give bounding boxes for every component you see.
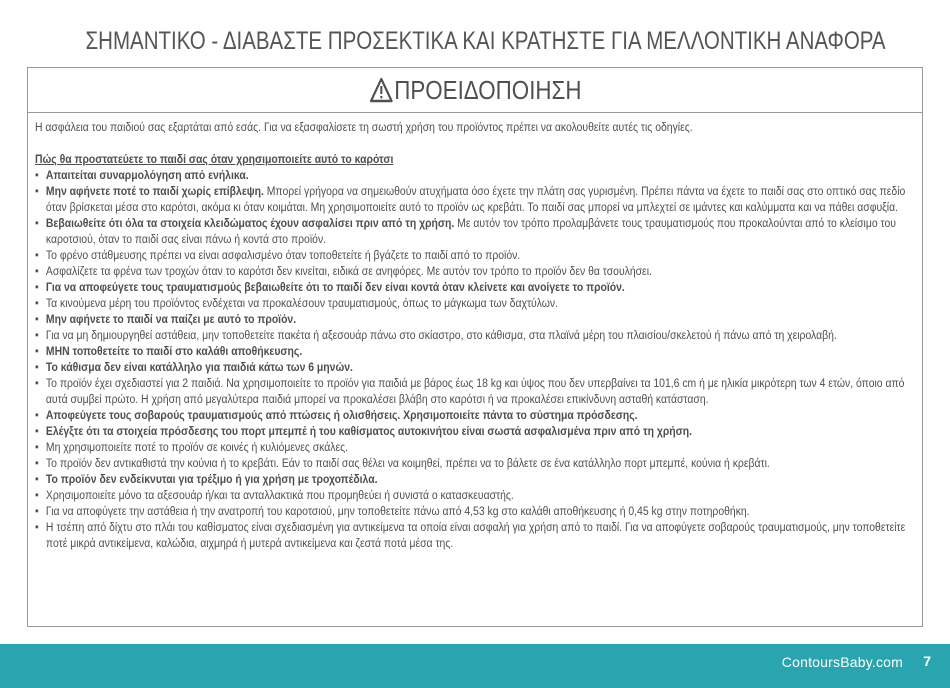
list-item-bold: Αποφεύγετε τους σοβαρούς τραυματισμούς από πτώσεις ή ολισθήσεις. Χρησιμοποιείτε πάντα το σύστημα πρόσδεσης. — [45, 408, 638, 422]
warning-triangle-icon — [369, 77, 393, 103]
list-item — [35, 279, 909, 295]
list-item-text: Για να αποφύγετε την αστάθεια ή την ανατροπή του καροτσιού, μην τοποθετείτε πάνω από 4,53 kg στο καλάθι αποθήκευσης ή 0,45 kg στην ποτηροθήκη. — [45, 504, 750, 518]
list-item — [35, 263, 909, 279]
warning-list — [35, 167, 909, 551]
list-item — [35, 359, 909, 375]
list-item-text: Το προϊόν δεν αντικαθιστά την κούνια ή το κρεβάτι. Εάν το παιδί σας θέλει να κοιμηθεί, πρέπει να το βάλετε σε ένα κατάλληλο πορτ μπεμπέ, κούνια ή κρεβάτι. — [45, 456, 770, 470]
warning-box — [27, 67, 923, 627]
list-item-text: Για να μη δημιουργηθεί αστάθεια, μην τοποθετείτε πακέτα ή αξεσουάρ πάνω στο σκίαστρο, στο κάθισμα, στα πλαϊνά μέρη του πλαισίου/σκελετού ή πάνω από τη χειρολαβή. — [45, 328, 837, 342]
list-item-bold: Απαιτείται συναρμολόγηση από ενήλικα. — [45, 168, 249, 182]
warning-header — [28, 68, 922, 113]
list-item-bold: Για να αποφεύγετε τους τραυματισμούς βεβαιωθείτε ότι το παιδί δεν είναι κοντά όταν κλείνετε και ανοίγετε το προϊόν. — [45, 280, 625, 294]
page-number: 7 — [923, 653, 931, 669]
list-item-bold: Μην αφήνετε το παιδί να παίζει με αυτό το προϊόν. — [45, 312, 297, 326]
footer-bar — [0, 644, 950, 688]
list-item — [35, 503, 909, 519]
intro-text: Η ασφάλεια του παιδιού σας εξαρτάται από εσάς. Για να εξασφαλίσετε τη σωστή χρήση του προϊόντος πρέπει να ακολουθείτε αυτές τις οδηγίες. — [35, 120, 693, 134]
list-item — [35, 439, 909, 455]
list-item — [35, 519, 909, 551]
list-item-bold: Βεβαιωθείτε ότι όλα τα στοιχεία κλειδώματος έχουν ασφαλίσει πριν από τη χρήση. — [45, 216, 455, 230]
list-item — [35, 183, 909, 215]
list-item-text: Χρησιμοποιείτε μόνο τα αξεσουάρ ή/και τα ανταλλακτικά που προμηθεύει ή συνιστά ο κατασκευαστής. — [45, 488, 514, 502]
list-item-bold: Το κάθισμα δεν είναι κατάλληλο για παιδιά κάτω των 6 μηνών. — [45, 360, 353, 374]
list-item-text: Ασφαλίζετε τα φρένα των τροχών όταν το καρότσι δεν κινείται, ειδικά σε ανηφόρες. Με αυτόν τον τρόπο το προϊόν δεν θα τσουλήσει. — [45, 264, 652, 278]
list-item — [35, 375, 909, 407]
list-item — [35, 343, 909, 359]
footer-website: ContoursBaby.com — [781, 654, 903, 670]
list-item-text: Μη χρησιμοποιείτε ποτέ το προϊόν σε κοινές ή κυλιόμενες σκάλες. — [45, 440, 349, 454]
list-item-text: Η τσέπη από δίχτυ στο πλάι του καθίσματος είναι σχεδιασμένη για αντικείμενα τα οποία είναι ασφαλή για χρήση από το παιδί. Για να αποφύγετε σοβαρούς τραυματισμούς, μην τοποθετείτε ποτέ μικρά αντικείμενα, καλώδια, αιχμηρά ή μυτερά αντικείμενα και ζεστά ποτά μέσα της. — [45, 520, 906, 550]
list-item-bold: Ελέγξτε ότι τα στοιχεία πρόσδεσης του πορτ μπεμπέ ή του καθίσματος αυτοκινήτου είναι σωστά ασφαλισμένα πριν από τη χρήση. — [45, 424, 693, 438]
list-item-bold: ΜΗΝ τοποθετείτε το παιδί στο καλάθι αποθήκευσης. — [45, 344, 303, 358]
list-item — [35, 167, 909, 183]
list-item — [35, 487, 909, 503]
list-item — [35, 215, 909, 247]
warning-label: ΠΡΟΕΙΔΟΠΟΙΗΣΗ — [393, 74, 582, 105]
list-item — [35, 247, 909, 263]
list-item-text: Με αυτόν τον τρόπο προλαμβάνετε τους τραυματισμούς που προκαλούνται από το κλείσιμο του καροτσιού, όταν το παιδί σας είναι πάνω ή κοντά στο προϊόν. — [45, 216, 896, 246]
list-item — [35, 295, 909, 311]
list-item-text: Μπορεί γρήγορα να σημειωθούν ατυχήματα όσο έχετε την πλάτη σας γυρισμένη. Πρέπει πάντα να έχετε το παιδί σας στο οπτικό σας πεδίο όταν βρίσκεται μέσα στο καρότσι, ακόμα κι όταν κοιμάται. Μη χρησιμοποιείτε αυτό το προϊόν ως κρεβάτι. Το παιδί σας μπορεί να μπλεχτεί σε ιμάντες και καλύμματα και να πάθει ασφυξία. — [45, 184, 906, 214]
list-item — [35, 455, 909, 471]
list-item — [35, 471, 909, 487]
list-item — [35, 311, 909, 327]
list-item — [35, 327, 909, 343]
warning-body — [28, 113, 922, 551]
list-item-text: Το φρένο στάθμευσης πρέπει να είναι ασφαλισμένο όταν τοποθετείτε ή βγάζετε το παιδί από το προϊόν. — [45, 248, 521, 262]
list-item — [35, 423, 909, 439]
list-item — [35, 407, 909, 423]
list-item-bold: Το προϊόν δεν ενδείκνυται για τρέξιμο ή για χρήση με τροχοπέδιλα. — [45, 472, 378, 486]
list-item-text: Τα κινούμενα μέρη του προϊόντος ενδέχεται να προκαλέσουν τραυματισμούς, όπως το μάγκωμα των δαχτύλων. — [45, 296, 559, 310]
list-item-bold: Μην αφήνετε ποτέ το παιδί χωρίς επίβλεψη. — [45, 184, 264, 198]
list-item-text: Το προϊόν έχει σχεδιαστεί για 2 παιδιά. Να χρησιμοποιείτε το προϊόν για παιδιά με βάρος έως 18 kg και ύψος που δεν υπερβαίνει τα 101,6 cm ή με ηλικία μικρότερη των 4 ετών, όποιο από αυτά συμβεί πρώτο. Η χρήση από μεγαλύτερα παιδιά μπορεί να προκαλέσει βλάβη στο καρότσι ή να προκαλέσει επικίνδυνη ασταθή κατάσταση. — [45, 376, 905, 406]
page-title: ΣΗΜΑΝΤΙΚΟ - ΔΙΑΒΑΣΤΕ ΠΡΟΣΕΚΤΙΚΑ ΚΑΙ ΚΡΑΤΗΣΤΕ ΓΙΑ ΜΕΛΛΟΝΤΙΚΗ ΑΝΑΦΟΡΑ — [85, 27, 886, 55]
section-title: Πώς θα προστατεύετε το παιδί σας όταν χρησιμοποιείτε αυτό το καρότσι — [35, 152, 394, 166]
